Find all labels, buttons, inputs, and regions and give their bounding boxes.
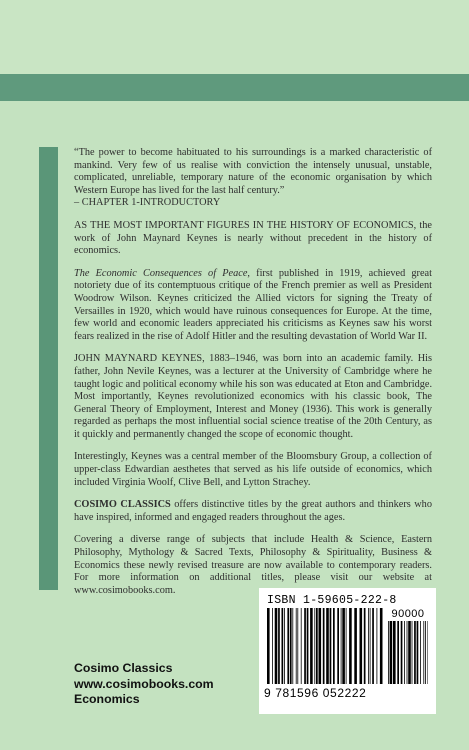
barcode-addon-number: 90000 [391, 608, 425, 620]
top-band [0, 0, 469, 74]
addon-bars [388, 621, 428, 684]
top-stripe [0, 74, 469, 101]
book-title: The Economic Consequences of Peace [74, 267, 248, 279]
opening-quote: “The power to become habituated to his surroundings is a marked characteristic of mankind. Very few of us realise with conviction the intensely unusual, unstable, complicated, unreliable, temporary nature of the economic organisation by which Western Europe has lived for the last half century.” [74, 147, 432, 196]
book-description: , first published in 1919, achieved great notoriety due of its contemptuous critique of the French premier as well as President Woodrow Wilson. Keynes criticized the Allied victors for signing the Treaty of Versailles in 1920, which would have ruinous consequences for Europe. At the time, few world and economic leaders appreciated his criticisms as Keynes saw his worst fears realized in the rise of Adolf Hitler and the resulting devastation of World War II. [74, 267, 432, 342]
publisher-category: Economics [74, 692, 140, 706]
ean-number: 9 781596 052222 [264, 686, 367, 700]
quote-attribution: – CHAPTER 1-INTRODUCTORY [74, 197, 221, 209]
barcode-box [259, 588, 436, 714]
subjects-paragraph: Covering a diverse range of subjects that include Health & Science, Eastern Philosophy, Mythology & Sacred Texts, Philosophy & Spirituality, Business & Economics these newly revised treasure are now available to contemporary readers. For more information on additional titles, please visit our website at www.cosimobooks.com. [74, 534, 432, 596]
back-cover-text [74, 147, 432, 607]
author-paragraph: JOHN MAYNARD KEYNES, 1883–1946, was born into an academic family. His father, John Nevile Keynes, was a lecturer at the University of Cambridge where he taught logic and political economy while his son was educated at Eton and Cambridge. Most importantly, Keynes revolutionized economics with his classic book, The General Theory of Employment, Interest and Money (1936). This work is generally regarded as perhaps the most influential social science treatise of the 20th Century, as it quickly and permanently changed the scope of economic thought. [74, 353, 433, 440]
book-paragraph [74, 268, 432, 344]
intro-paragraph [74, 220, 432, 258]
cosimo-description: offers distinctive titles by the great authors and thinkers who have inspired, informed and engaged readers throughout the ages. [74, 499, 432, 523]
barcode-bars [267, 608, 383, 684]
cosimo-paragraph [74, 499, 432, 524]
publisher-website: www.cosimobooks.com [74, 676, 214, 691]
cosimo-classics-label: COSIMO CLASSICS [74, 499, 171, 511]
publisher-block [74, 661, 214, 708]
intro-caps: AS THE MOST IMPORTANT FIGURES IN THE HISTORY OF ECONOMICS, [74, 219, 417, 231]
isbn-text: ISBN 1-59605-222-8 [267, 594, 397, 607]
bloomsbury-paragraph: Interestingly, Keynes was a central member of the Bloomsbury Group, a collection of upper-class Edwardian aesthetes that served as his life outside of economics, which included Virginia Woolf, Clive Bell, and Lytton Strachey. [74, 451, 432, 488]
intro-rest: the work of John Maynard Keynes is nearly without precedent in the history of economics. [74, 219, 432, 257]
publisher-name: Cosimo Classics [74, 661, 173, 675]
left-accent-bar [39, 147, 58, 590]
